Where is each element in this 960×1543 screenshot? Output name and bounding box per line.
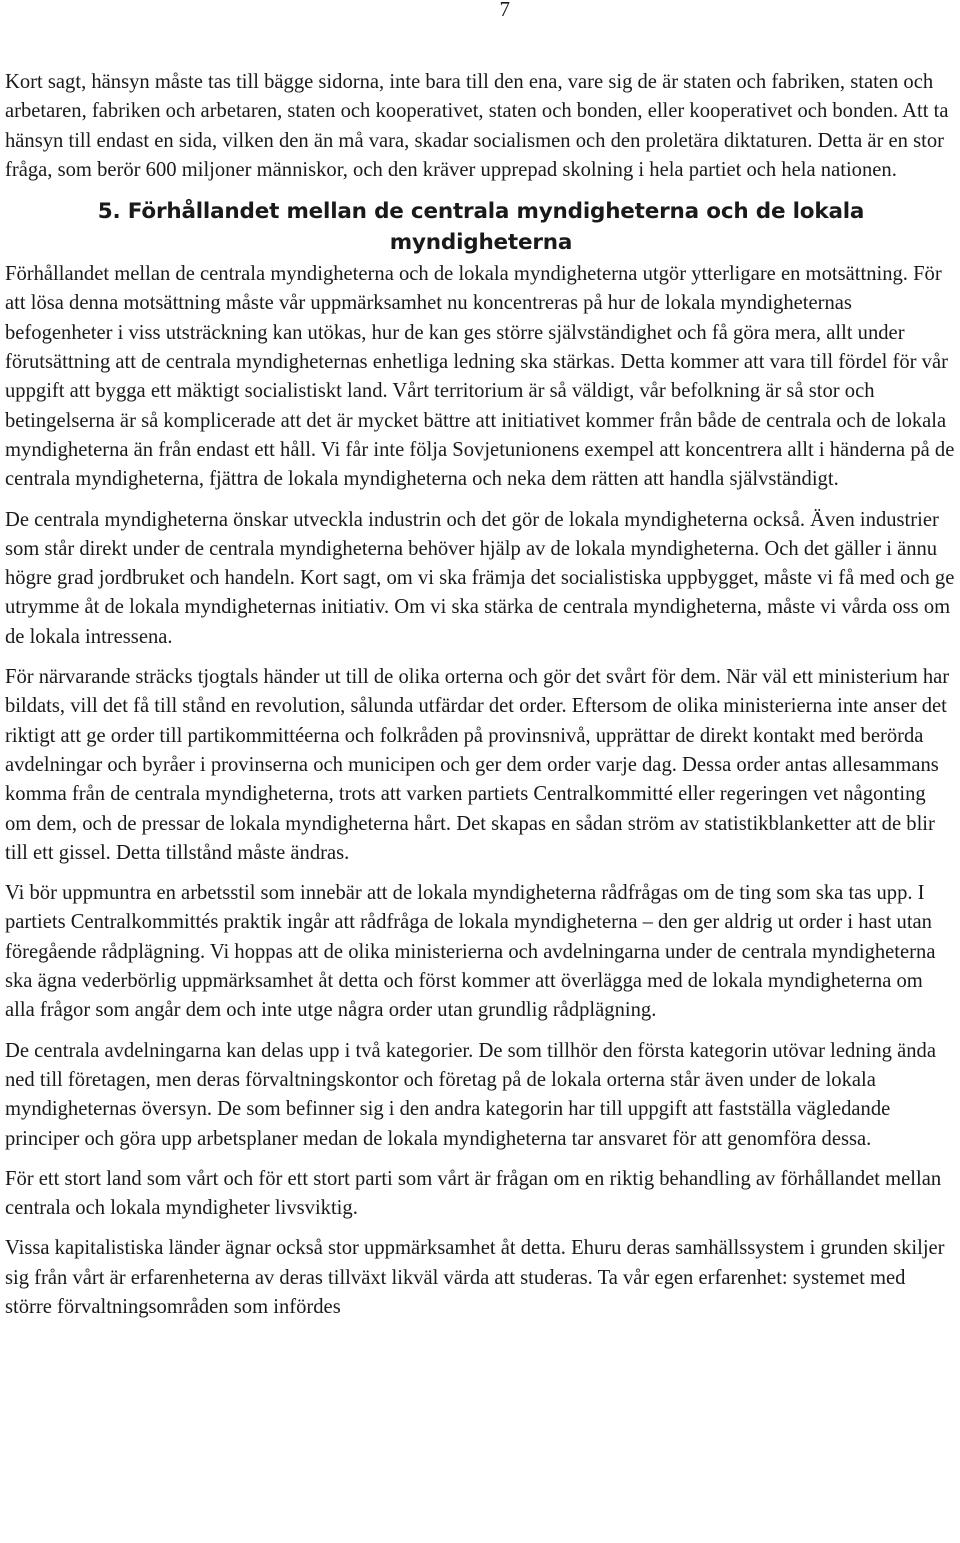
section-paragraph: För närvarande sträcks tjogtals händer ut till de olika orterna och gör det svårt för dem. När väl ett ministerium har bildats, vill det få till stånd en revolution, sålunda utfärdar det order. Eftersom de olika ministerierna inte anser det riktigt att ge order till partikommittéerna och folkråden på provinsnivå, upprättar de direkt kontakt med berörda avdelningar och byråer i provinserna och municipen och ger dem order varje dag. Dessa order antas allesammans komma från de centrala myndigheterna, trots att varken partiets Centralkommitté eller regeringen vet någonting om dem, och de pressar de lokala myndigheterna hårt. Det skapas en sådan ström av statistikblanketter att de blir till ett gissel. Detta tillstånd måste ändras. [5,666,950,864]
document-body [5,68,957,1333]
section-paragraph: För ett stort land som vårt och för ett stort parti som vårt är frågan om en riktig behandling av förhållandet mellan centrala och lokala myndigheter livsviktig. [5,1167,942,1220]
section-paragraph: Vissa kapitalistiska länder ägnar också stor uppmärksamhet åt detta. Ehuru deras samhällssystem i grunden skiljer sig från vårt är erfarenheterna av deras tillväxt likväl värda att studeras. Ta vår egen erfarenhet: systemet med större förvaltningsområden som infördes [5,1237,945,1318]
section-heading: 5. Förhållandet mellan de centrala myndigheterna och de lokala myndigheterna [97,199,865,256]
page-number: 7 [499,0,510,21]
section-paragraph: De centrala avdelningarna kan delas upp i två kategorier. De som tillhör den första kategorin utövar ledning ända ned till företagen, men deras förvaltningskontor och företag på de lokala orterna står även under de lokala myndigheternas översyn. De som befinner sig i den andra kategorin har till uppgift att fastställa vägledande principer och göra upp arbetsplaner medan de lokala myndigheterna tar ansvaret för att genomföra dessa. [5,1039,936,1150]
section-paragraph: De centrala myndigheterna önskar utveckla industrin och det gör de lokala myndigheterna också. Även industrier som står direkt under de centrala myndigheterna behöver hjälp av de lokala myndigheterna. Och det gäller i ännu högre grad jordbruket och handeln. Kort sagt, om vi ska främja det socialistiska uppbygget, måste vi få med och ge utrymme åt de lokala myndigheternas initiativ. Om vi ska stärka de centrala myndigheterna, måste vi vårda oss om de lokala intressena. [5,508,955,648]
section-paragraph: Förhållandet mellan de centrala myndigheterna och de lokala myndigheterna utgör ytterligare en motsättning. För att lösa denna motsättning måste vår uppmärksamhet nu koncentreras på hur de lokala myndigheternas befogenheter i viss utsträckning kan utökas, hur de kan ges större självständighet och få göra mera, allt under förutsättning att de centrala myndigheternas enhetliga ledning ska stärkas. Detta kommer att vara till fördel för vår uppgift att bygga ett mäktigt socialistiskt land. Vårt territorium är så väldigt, vår befolkning är så stor och betingelserna är så komplicerade att det är mycket bättre att initiativet kommer från både de centrala och de lokala myndigheterna än från endast ett håll. Vi får inte följa Sovjetunionens exempel att koncentrera allt i händerna på de centrala myndigheterna, fjättra de lokala myndigheterna och neka dem rätten att handla självständigt. [5,263,955,491]
paragraph-intro: Kort sagt, hänsyn måste tas till bägge sidorna, inte bara till den ena, vare sig de är staten och fabriken, staten och arbetaren, fabriken och arbetaren, staten och kooperativet, staten och bonden, eller kooperativet och bonden. Att ta hänsyn till endast en sida, vilken den än må vara, skadar socialismen och den proletära diktaturen. Detta är en stor fråga, som berör 600 miljoner människor, och den kräver upprepad skolning i hela partiet och hela nationen. [5,71,949,181]
section-paragraph: Vi bör uppmuntra en arbetsstil som innebär att de lokala myndigheterna rådfrågas om de ting som ska tas upp. I partiets Centralkommittés praktik ingår att rådfråga de lokala myndigheterna – den ger aldrig ut order i hast utan föregående rådplägning. Vi hoppas att de olika ministerierna och avdelningarna under de centrala myndigheterna ska ägna vederbörlig uppmärksamhet åt detta och först kommer att överlägga med de lokala myndigheterna om alla frågor som angår dem och inte utge några order utan grundlig rådplägning. [5,882,936,1022]
